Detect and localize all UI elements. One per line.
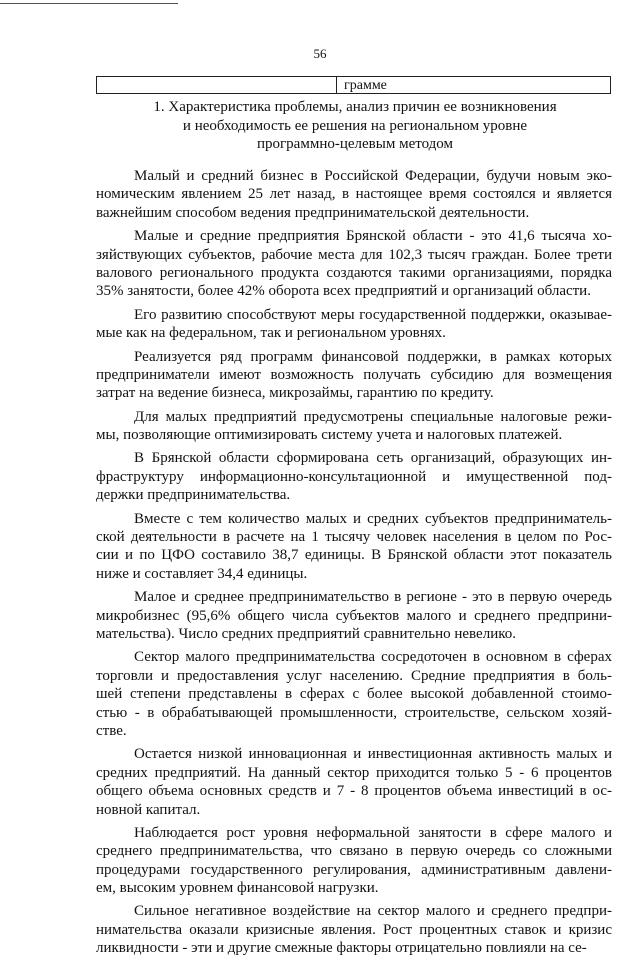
paragraph-line: затрат на ведение бизнеса, микрозаймы, гарантию по кредиту. [96,385,494,402]
paragraph-line: торговли и предоставления услуг населению. Средние предприятия в боль- [96,667,612,684]
paragraph-line: предприниматели имеют возможность получать субсидию для возмещения [96,366,612,383]
page-number: 56 [313,46,327,61]
paragraph-line: номическим явлением 25 лет назад, в настоящее время состоялся и является [96,186,612,203]
paragraph-line: ем, высоким уровнем финансовой нагрузки. [96,880,379,897]
body-text [96,167,612,963]
paragraph-line: средних предприятий. На данный сектор приходится только 5 - 6 процентов [96,764,612,781]
paragraph [96,227,612,301]
paragraph-line: Для малых предприятий предусмотрены специальные налоговые режи- [134,408,612,425]
paragraph-line: Наблюдается рост уровня неформальной занятости в сфере малого и [134,824,612,841]
table-fragment [96,76,611,94]
paragraph [96,902,612,957]
paragraph-line: Малый и средний бизнес в Российской Федерации, будучи новым эко- [134,168,612,184]
paragraph-line: важнейшим способом ведения предпринимательской деятельности. [96,204,530,221]
paragraph [96,510,612,584]
paragraph-line: мы, позволяющие оптимизировать систему учета и налоговых платежей. [96,427,563,444]
paragraph-line: Малые и средние предприятия Брянской области - это 41,6 тысяча хо- [134,228,612,245]
paragraph-line: мательства). Число средних предприятий сравнительно невелико. [96,625,516,642]
paragraph-line: ликвидности - эти и другие смежные факторы отрицательно повлияли на се- [96,940,587,957]
paragraph-line: В Брянской области сформирована сеть организаций, образующих ин- [134,450,612,467]
paragraph-line: Его развитию способствуют меры государственной поддержки, оказывае- [134,306,612,323]
paragraph-line: шей степени представлены в сферах с более высокой добавленной стоимо- [96,686,612,703]
paragraph-line: Остается низкой инновационная и инвестиционная активность малых и [134,746,612,763]
heading-line: программно-целевым методом [257,136,453,152]
table-cell-text: грамме [344,78,387,93]
paragraph-line: 35% занятости, более 42% оборота всех предприятий и организаций области. [96,283,591,300]
paragraph-line: общего объема основных средств и 7 - 8 процентов объема инвестиций в ос- [96,783,612,800]
paragraph [96,745,612,819]
paragraph-line: среднего предпринимательства, что связано в первую очередь со сложными [96,843,612,860]
paragraph-line: держки предпринимательства. [96,487,291,504]
paragraph [96,408,612,445]
top-rule [0,3,178,4]
heading-line: 1. Характеристика проблемы, анализ причин ее возникновения [153,99,557,115]
paragraph-line: фраструктуру информационно-консультационной и имущественной под- [96,468,612,485]
paragraph-line: нимательства оказали кризисные явления. Рост процентных ставок и кризис [96,921,612,938]
paragraph-line: валового регионального продукта создаются такими организациями, порядка [96,264,612,281]
paragraph-line: зяйствующих субъектов, рабочие места для 102,3 тысяч граждан. Более трети [96,246,612,263]
table-divider [336,77,337,93]
paragraph-line: Сектор малого предпринимательства сосредоточен в основном в сферах [134,649,612,666]
paragraph-line: стью - в обрабатывающей промышленности, строительстве, сельском хозяй- [96,704,612,721]
paragraph-line: ской деятельности в расчете на 1 тысячу человек населения в целом по Рос- [96,529,612,546]
paragraph-line: микробизнес (95,6% общего числа субъектов малого и среднего предприни- [96,607,612,624]
paragraph [96,348,612,403]
paragraph [96,167,612,222]
paragraph-line: мые как на федеральном, так и региональном уровнях. [96,325,446,342]
paragraph-line: ниже и составляет 34,4 единицы. [96,565,308,582]
paragraph-line: Реализуется ряд программ финансовой поддержки, в рамках которых [134,348,612,365]
paragraph-line: Сильное негативное воздействие на сектор малого и среднего предпри- [134,903,612,920]
paragraph [96,824,612,898]
paragraph [96,306,612,343]
paragraph-line: процедурами государственного регулирования, административным давлени- [96,861,612,878]
paragraph [96,588,612,643]
paragraph-line: стве. [96,722,127,739]
paragraph [96,648,612,740]
paragraph-line: Малое и среднее предпринимательство в регионе - это в первую очередь [134,589,612,606]
paragraph-line: Вместе с тем количество малых и средних субъектов предприниматель- [134,510,612,527]
paragraph [96,449,612,504]
section-heading [90,98,620,154]
heading-line: и необходимость ее решения на региональном уровне [182,117,528,134]
paragraph-line: сии и по ЦФО составило 38,7 единицы. В Брянской области этот показатель [96,547,612,564]
paragraph-line: новной капитал. [96,801,201,818]
